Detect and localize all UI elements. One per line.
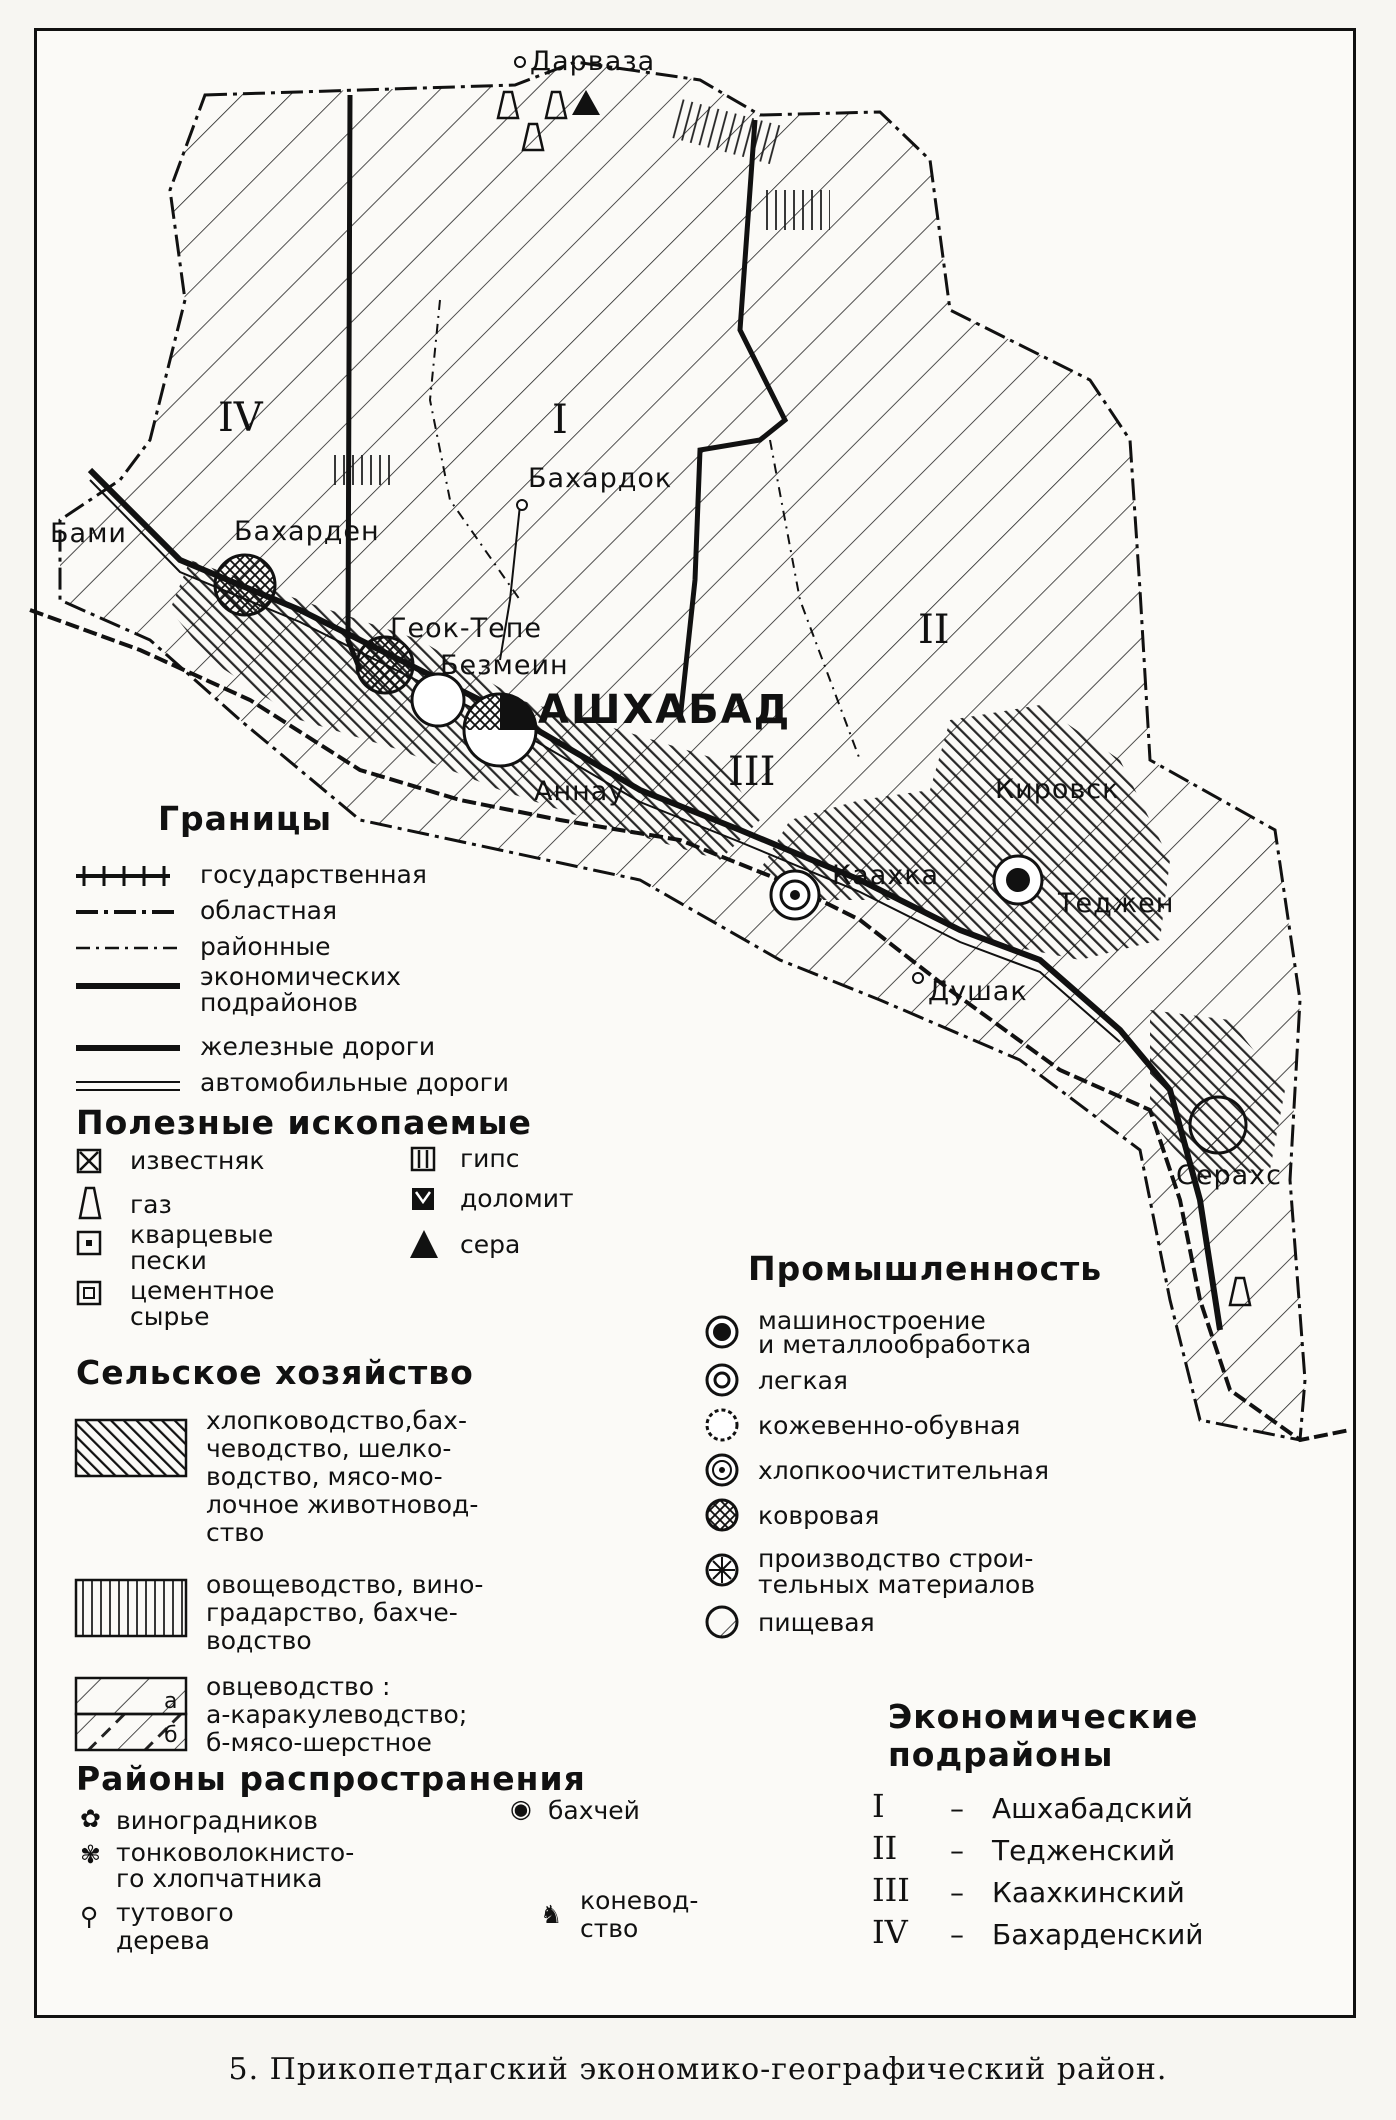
label-bakharden: Бахарден — [234, 516, 380, 547]
legend-sheep-line-2: а-каракулеводство; — [206, 1700, 468, 1729]
label-ashkhabad: АШХАБАД — [538, 687, 792, 733]
subregion-dash-3: – — [950, 1876, 964, 1909]
legend-border-state: государственная — [200, 860, 427, 889]
cotton-plant-icon: ✾ — [80, 1840, 101, 1869]
figure-caption: 5. Прикопетдагский экономико-географический район. — [228, 2052, 1168, 2087]
legend-cotton-line-2: чеводство, шелко- — [206, 1434, 452, 1463]
cotton-swatch — [76, 1420, 186, 1476]
legend-build-1: производство строи- — [758, 1544, 1034, 1573]
legend-mark-a: а — [164, 1689, 178, 1714]
legend-cotton-gin: хлопкоочистительная — [758, 1456, 1050, 1485]
region-iv: IV — [218, 395, 263, 441]
legend-limestone: известняк — [130, 1146, 265, 1175]
legend-minerals-title: Полезные ископаемые — [76, 1103, 532, 1142]
legend-quartz-1: кварцевые — [130, 1220, 274, 1249]
legend-carpet: ковровая — [758, 1501, 880, 1530]
veg-zone-3 — [760, 190, 830, 230]
legend-dolomite: доломит — [460, 1184, 574, 1213]
vine-icon: ✿ — [80, 1804, 101, 1833]
gas-legend-symbol — [80, 1188, 100, 1218]
legend-sheep-line-3: б-мясо-шерстное — [206, 1728, 432, 1757]
legend-cotton-line-3: водство, мясо-мо- — [206, 1462, 443, 1491]
subregion-dash-2: – — [950, 1834, 964, 1867]
subregion-name-3: Каахкинский — [992, 1876, 1185, 1909]
mulberry-icon: ⚲ — [80, 1902, 99, 1931]
legend-border-subregion: экономических подрайонов — [200, 962, 401, 1018]
legend-horse-1: коневод- — [580, 1886, 699, 1915]
legend-light: легкая — [758, 1366, 848, 1395]
legend-machine-2: и металлообработка — [758, 1330, 1032, 1359]
legend-cement-2: сырье — [130, 1302, 210, 1331]
legend-machine-1: машиностроение — [758, 1306, 986, 1335]
food-legend-symbol — [707, 1607, 737, 1637]
legend-cotton-plant-2: го хлопчатника — [116, 1864, 323, 1893]
legend-quartz-2: пески — [130, 1246, 207, 1275]
cement-inner — [84, 1288, 94, 1298]
subregion-num-1: I — [872, 1787, 885, 1825]
label-annau: Аннау — [534, 776, 626, 807]
subregion-dash-1: – — [950, 1792, 964, 1825]
legend-mark-b: б — [164, 1723, 178, 1748]
horse-icon: ♞ — [540, 1900, 563, 1929]
legend-cotton-line-4: лочное животновод- — [206, 1490, 479, 1519]
legend-cotton-plant-1: тонковолокнисто- — [116, 1838, 355, 1867]
subregion-name-2: Теджeнский — [992, 1834, 1176, 1867]
subregion-name-4: Бахарденский — [992, 1918, 1204, 1951]
legend-veg-line-3: водство — [206, 1626, 312, 1655]
legend-gypsum: гипс — [460, 1144, 520, 1173]
industry-bakharden — [215, 555, 275, 615]
legend-border-railway: железные дороги — [200, 1032, 436, 1061]
legend-cement-1: цементное — [130, 1276, 275, 1305]
legend-border-road: автомобильные дороги — [200, 1068, 509, 1097]
legend-veg-line-1: овощеводство, вино- — [206, 1570, 484, 1599]
subregion-num-2: II — [872, 1829, 898, 1867]
legend-gas: газ — [130, 1190, 172, 1219]
dolomite-symbol — [412, 1188, 434, 1210]
veg-swatch — [76, 1580, 186, 1636]
legend-cotton-line-5: ство — [206, 1518, 265, 1547]
quartz-dot — [86, 1240, 92, 1246]
melon-icon: ◉ — [510, 1794, 532, 1823]
legend-industry-title: Промышленность — [748, 1249, 1103, 1288]
region-iii: III — [728, 749, 776, 795]
subregion-dash-4: – — [950, 1918, 964, 1951]
legend-border-lines — [76, 866, 180, 1090]
label-darvaza: Дарваза — [530, 46, 656, 77]
legend-subregions-title-1: Экономические — [888, 1697, 1199, 1736]
veg-zone-1 — [330, 455, 390, 485]
label-kirovsk: Кировск — [995, 774, 1120, 805]
sulfur-legend-symbol — [410, 1230, 438, 1258]
label-serakhs: Серахс — [1176, 1160, 1282, 1191]
dot-darvaza — [515, 57, 525, 67]
label-bezmein: Безмеин — [440, 650, 569, 681]
legend-sulfur: сера — [460, 1230, 521, 1259]
legend-horse-2: ство — [580, 1914, 639, 1943]
label-kaakhka: Каахка — [832, 860, 940, 891]
industry-geok-tepe — [357, 637, 413, 693]
legend-distribution-title: Районы распространения — [76, 1759, 586, 1798]
tedzhen-core — [1006, 868, 1030, 892]
gypsum-bars — [419, 1150, 427, 1168]
legend-subregions-title-2: подрайоны — [888, 1735, 1114, 1774]
region-i: I — [552, 397, 568, 443]
legend-border-oblast: областная — [200, 896, 338, 925]
legend-border-district: районные — [200, 932, 331, 961]
legend-veg-line-2: градарство, бахче- — [206, 1598, 458, 1627]
leather-legend-symbol — [707, 1410, 737, 1440]
limestone-x — [80, 1152, 98, 1170]
gypsum-symbol — [412, 1148, 434, 1170]
cement-symbol — [78, 1282, 100, 1304]
gin-legend-core — [719, 1467, 725, 1473]
legend-mulberry-1: тутового — [116, 1898, 234, 1927]
legend-cotton-line-1: хлопководство,бах- — [206, 1406, 467, 1435]
carpet-legend-symbol — [707, 1500, 737, 1530]
legend-build-2: тельных материалов — [758, 1570, 1036, 1599]
dot-dushak — [913, 973, 923, 983]
legend-mulberry-2: дерева — [116, 1926, 210, 1955]
industry-bezmein — [412, 674, 464, 726]
legend-leather: кожевенно-обувная — [758, 1411, 1021, 1440]
industry-serakhs — [1190, 1097, 1246, 1153]
legend-vineyards: виноградников — [116, 1806, 318, 1835]
legend-agriculture-title: Сельское хозяйство — [76, 1353, 474, 1392]
legend-food: пищевая — [758, 1608, 875, 1637]
machine-legend-core — [713, 1323, 731, 1341]
legend-melons: бахчей — [548, 1796, 640, 1825]
light-legend-symbol — [707, 1365, 737, 1395]
label-dushak: Душак — [928, 976, 1028, 1007]
label-tedzhen: Теджен — [1058, 888, 1175, 919]
legend-sheep-line-1: овцеводство : — [206, 1672, 391, 1701]
legend-borders-title: Границы — [158, 799, 333, 838]
kaakhka-core — [790, 890, 800, 900]
dot-bakhardok — [517, 500, 527, 510]
subregion-num-3: III — [872, 1871, 910, 1909]
label-geok-tepe: Геок-Тепе — [390, 613, 543, 644]
subregion-num-4: IV — [872, 1913, 908, 1951]
region-ii: II — [918, 607, 950, 653]
label-bami: Бами — [50, 518, 127, 549]
label-bakhardok: Бахардок — [528, 463, 673, 494]
subregion-name-1: Ашхабадский — [992, 1792, 1193, 1825]
